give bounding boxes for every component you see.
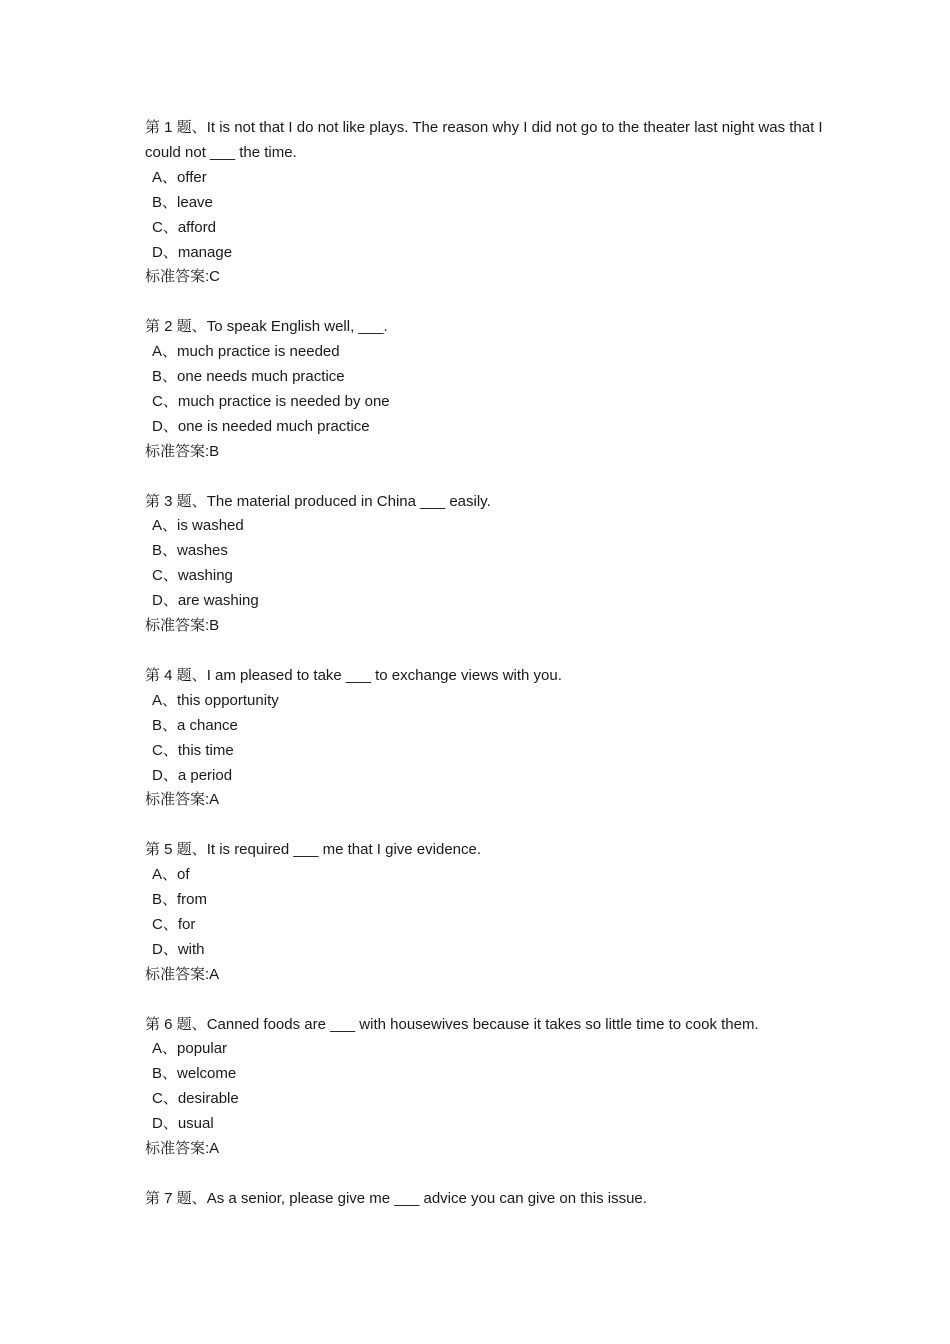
- question-number: 第 6 题、: [145, 1015, 207, 1033]
- question-stem: [145, 1187, 825, 1212]
- option-c: [145, 739, 825, 764]
- option-letter: B、: [152, 1065, 178, 1083]
- option-letter: B、: [152, 542, 178, 560]
- question-text: To speak English well, ___.: [206, 318, 388, 336]
- question-text: I am pleased to take ___ to exchange views with you.: [206, 666, 562, 684]
- question-2: [145, 315, 825, 464]
- option-d: [145, 764, 825, 789]
- option-letter: C、: [152, 1090, 178, 1108]
- option-letter: C、: [152, 741, 178, 759]
- option-text: popular: [177, 1040, 228, 1058]
- standard-answer: 标准答案:A: [145, 1140, 220, 1158]
- option-b: [145, 714, 825, 739]
- option-c: [145, 390, 825, 415]
- option-text: from: [177, 891, 208, 909]
- question-7: [145, 1187, 825, 1212]
- option-text: much practice is needed: [177, 343, 340, 361]
- option-text: for: [177, 915, 196, 933]
- document-page: [145, 116, 825, 1237]
- option-text: afford: [177, 218, 216, 236]
- question-number: 第 3 题、: [145, 492, 207, 510]
- option-c: [145, 1087, 825, 1112]
- option-a: [145, 340, 825, 365]
- option-a: [145, 514, 825, 539]
- option-text: this opportunity: [177, 691, 279, 709]
- question-5: [145, 838, 825, 987]
- option-text: with: [177, 940, 205, 958]
- option-letter: A、: [152, 1040, 178, 1058]
- standard-answer: 标准答案:C: [145, 268, 221, 286]
- option-letter: D、: [152, 592, 178, 610]
- option-b: [145, 539, 825, 564]
- option-text: manage: [177, 243, 233, 261]
- option-letter: C、: [152, 218, 178, 236]
- option-a: [145, 166, 825, 191]
- option-text: much practice is needed by one: [177, 392, 390, 410]
- option-letter: B、: [152, 891, 178, 909]
- standard-answer: 标准答案:B: [145, 617, 220, 635]
- question-stem: [145, 116, 825, 166]
- question-text: Canned foods are ___ with housewives because it takes so little time to cook them.: [206, 1015, 759, 1033]
- option-text: is washed: [177, 517, 244, 535]
- option-text: this time: [177, 741, 234, 759]
- option-letter: A、: [152, 691, 178, 709]
- option-text: desirable: [177, 1090, 239, 1108]
- option-text: leave: [177, 193, 213, 211]
- question-4: [145, 664, 825, 813]
- question-number: 第 7 题、: [145, 1189, 207, 1207]
- option-b: [145, 888, 825, 913]
- option-letter: D、: [152, 940, 178, 958]
- option-d: [145, 1112, 825, 1137]
- option-text: a chance: [177, 716, 238, 734]
- standard-answer: 标准答案:A: [145, 965, 220, 983]
- option-letter: C、: [152, 392, 178, 410]
- option-letter: D、: [152, 1115, 178, 1133]
- option-text: one needs much practice: [177, 368, 345, 386]
- standard-answer: 标准答案:B: [145, 442, 220, 460]
- question-stem: [145, 490, 825, 515]
- question-number: 第 4 题、: [145, 666, 207, 684]
- option-a: [145, 1037, 825, 1062]
- option-b: [145, 365, 825, 390]
- option-a: [145, 863, 825, 888]
- option-c: [145, 913, 825, 938]
- option-text: washing: [177, 567, 233, 585]
- option-letter: B、: [152, 193, 178, 211]
- option-text: offer: [177, 168, 207, 186]
- option-letter: B、: [152, 716, 178, 734]
- option-d: [145, 589, 825, 614]
- option-text: one is needed much practice: [177, 417, 370, 435]
- option-letter: B、: [152, 368, 178, 386]
- option-d: [145, 938, 825, 963]
- option-text: usual: [177, 1115, 214, 1133]
- standard-answer: 标准答案:A: [145, 791, 220, 809]
- option-letter: D、: [152, 766, 178, 784]
- question-text: The material produced in China ___ easily.: [206, 492, 491, 510]
- option-letter: A、: [152, 168, 178, 186]
- option-letter: A、: [152, 343, 178, 361]
- question-number: 第 2 题、: [145, 318, 207, 336]
- option-text: of: [177, 866, 190, 884]
- option-letter: C、: [152, 567, 178, 585]
- option-b: [145, 1062, 825, 1087]
- option-letter: C、: [152, 915, 178, 933]
- option-b: [145, 191, 825, 216]
- option-text: washes: [177, 542, 228, 560]
- question-text: It is required ___ me that I give evidence.: [206, 841, 482, 859]
- question-number: 第 1 题、: [145, 119, 207, 136]
- question-number: 第 5 题、: [145, 841, 207, 859]
- option-d: [145, 415, 825, 440]
- option-letter: A、: [152, 517, 178, 535]
- option-letter: A、: [152, 866, 178, 884]
- option-letter: D、: [152, 417, 178, 435]
- option-d: [145, 241, 825, 266]
- question-6: [145, 1013, 825, 1162]
- option-a: [145, 689, 825, 714]
- question-text: As a senior, please give me ___ advice you can give on this issue.: [206, 1189, 647, 1207]
- question-3: [145, 490, 825, 639]
- question-1: [145, 116, 825, 290]
- option-text: a period: [177, 766, 233, 784]
- question-text: It is not that I do not like plays. The reason why I did not go to the theater last night was that I could not ___ the time.: [145, 119, 823, 161]
- question-stem: [145, 838, 825, 863]
- option-text: welcome: [177, 1065, 237, 1083]
- question-stem: [145, 1013, 825, 1038]
- option-c: [145, 216, 825, 241]
- question-stem: [145, 664, 825, 689]
- option-c: [145, 564, 825, 589]
- question-stem: [145, 315, 825, 340]
- option-text: are washing: [177, 592, 259, 610]
- option-letter: D、: [152, 243, 178, 261]
